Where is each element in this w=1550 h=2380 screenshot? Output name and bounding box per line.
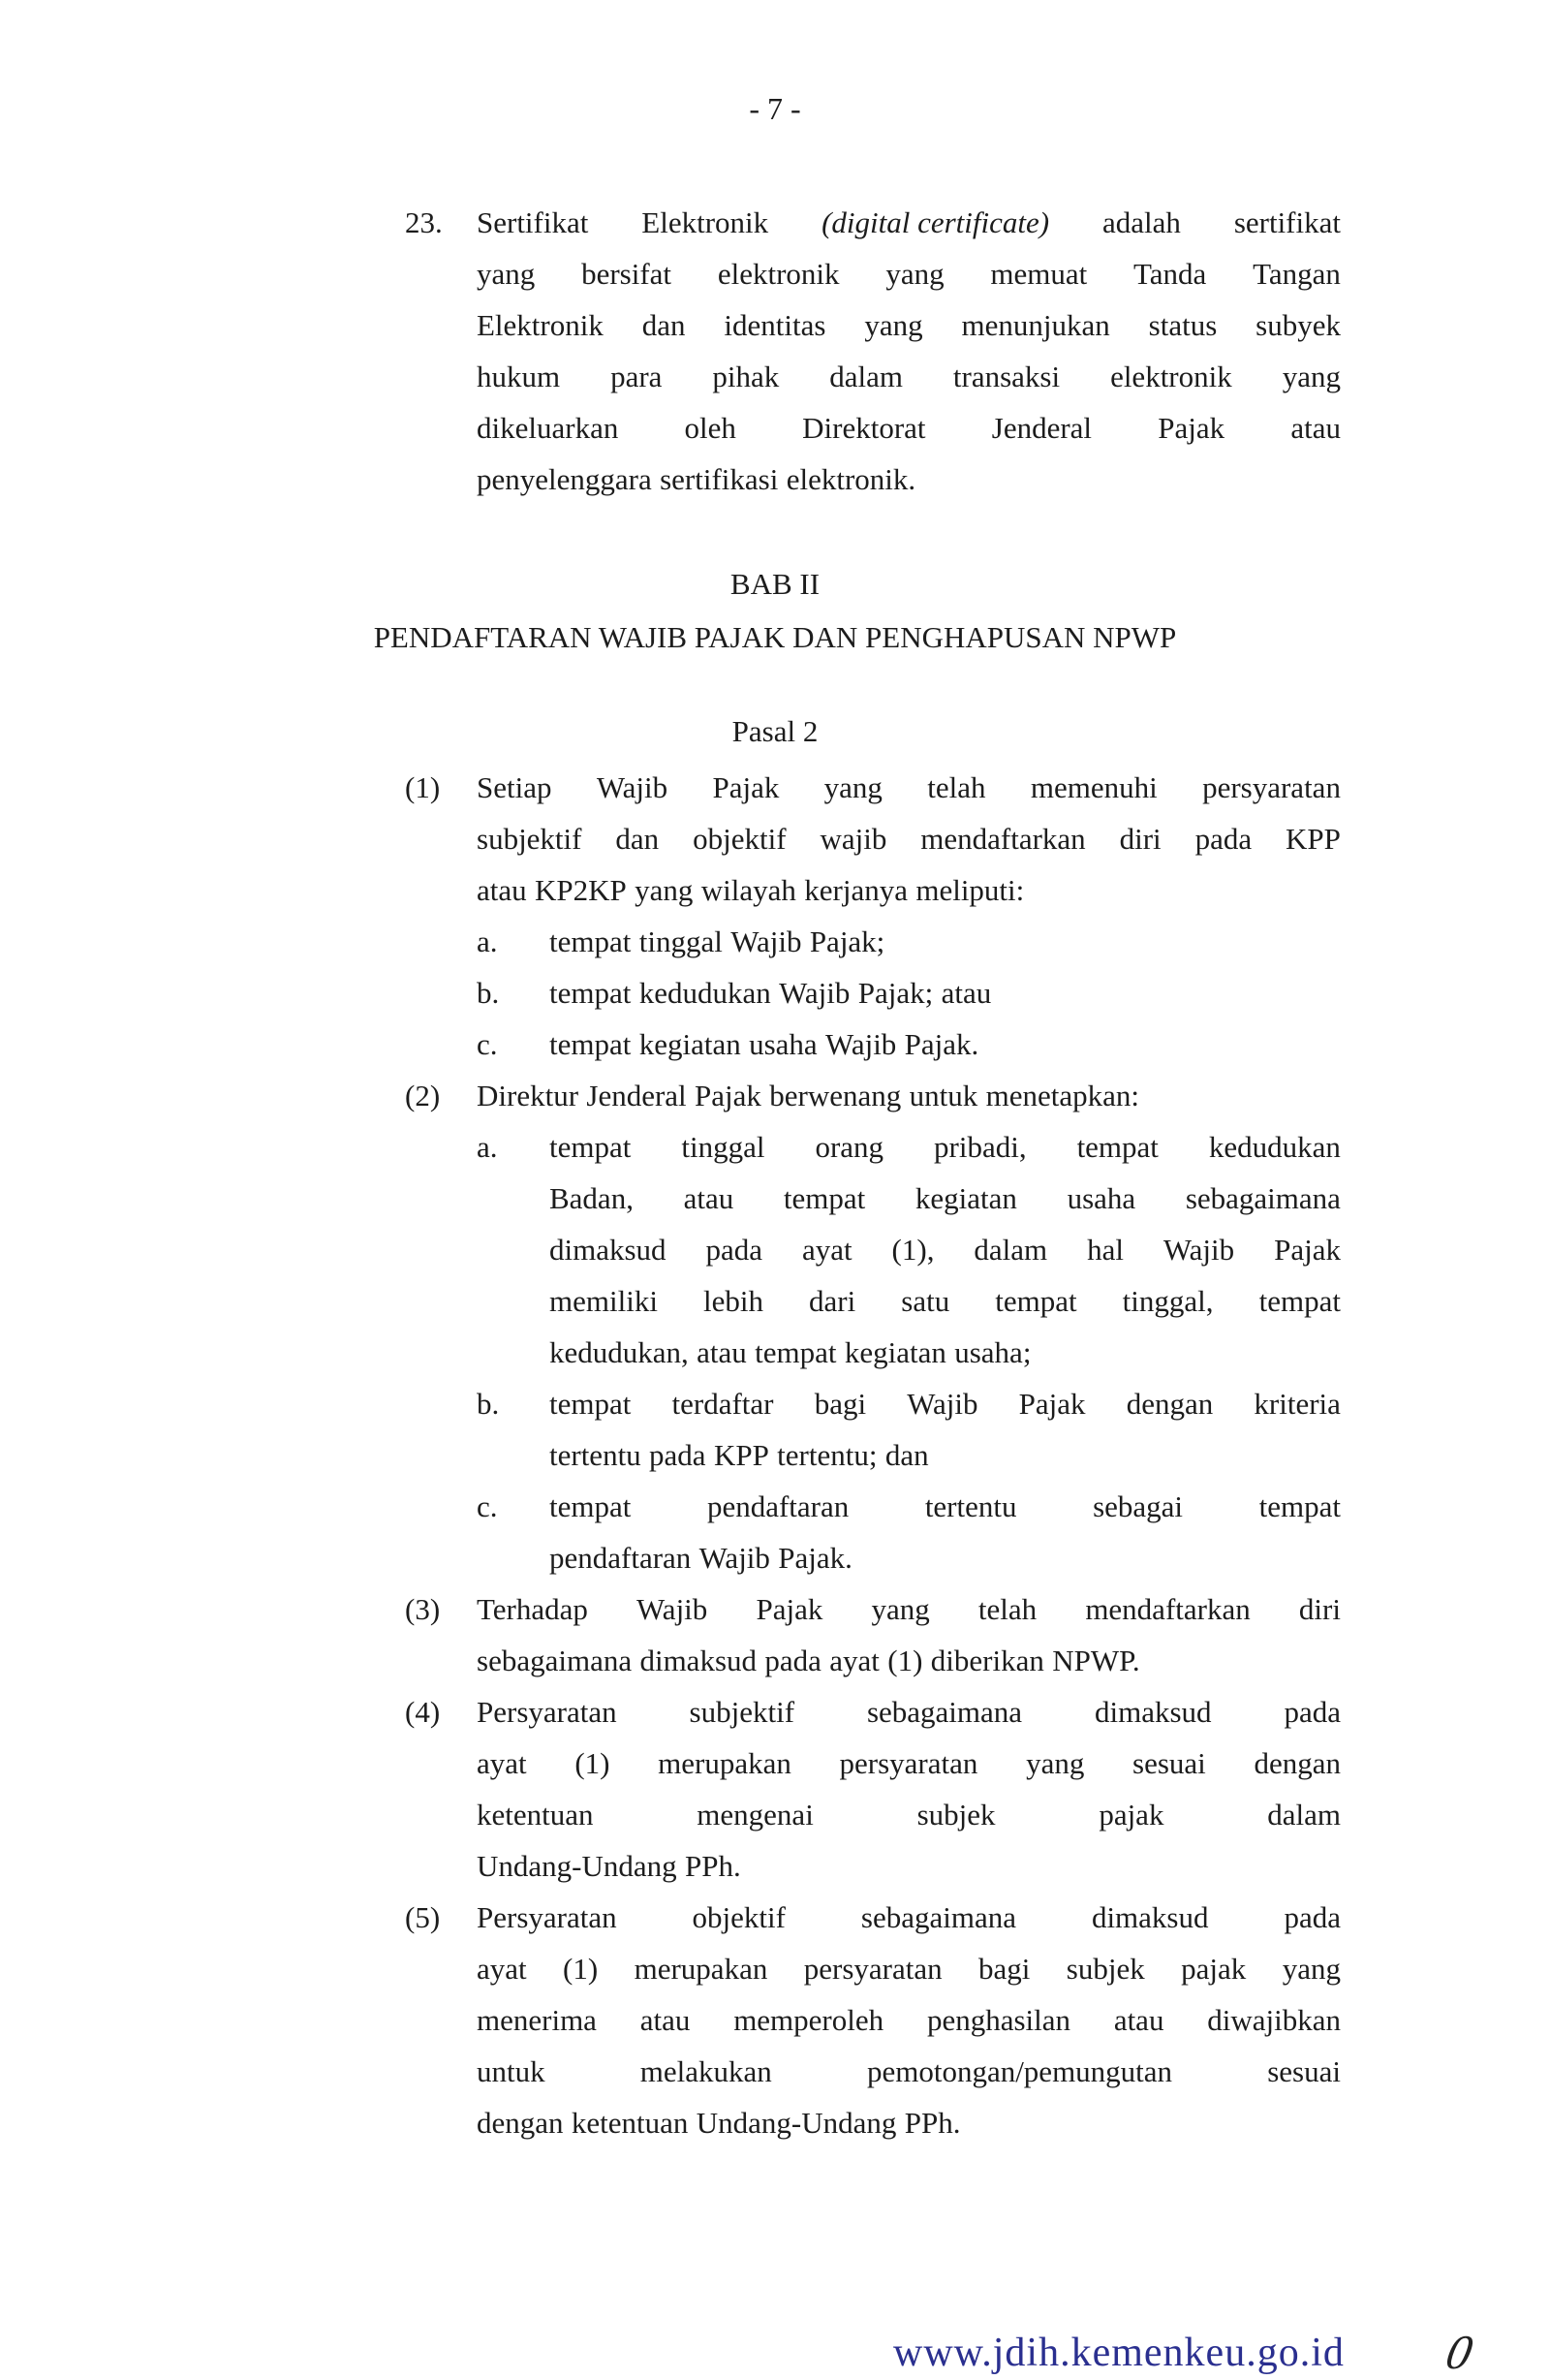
footer-url: www.jdih.kemenkeu.go.id: [893, 2331, 1345, 2375]
paragraph-number: (4): [405, 1695, 441, 1729]
word: Persyaratan: [477, 1695, 617, 1729]
paragraph-line: [477, 873, 1341, 908]
word: Wajib: [698, 1541, 770, 1575]
word: Pajak: [712, 770, 780, 804]
word: objektif: [692, 1900, 786, 1934]
word: pihak: [712, 360, 780, 393]
word: bagi: [978, 1952, 1031, 1986]
word: pendaftaran: [549, 1541, 692, 1575]
word: Pajak;: [857, 976, 934, 1010]
word: pendaftaran: [706, 1489, 850, 1523]
word: menunjukan: [961, 308, 1110, 342]
word: Wajib: [636, 1592, 708, 1626]
word: pribadi,: [934, 1130, 1027, 1164]
word: kerjanya: [804, 873, 908, 907]
page-number: - 7 -: [749, 91, 801, 126]
word: usaha: [749, 1027, 818, 1061]
word: elektronik: [1110, 360, 1232, 393]
chapter-title: PENDAFTARAN WAJIB PAJAK DAN PENGHAPUSAN NPWP: [373, 620, 1177, 654]
word: yang: [864, 308, 923, 342]
word: memperoleh: [733, 2003, 884, 2037]
word: meliputi:: [915, 873, 1025, 907]
word: dan: [615, 822, 660, 856]
word: telah: [927, 770, 986, 804]
word: dengan: [1126, 1387, 1214, 1421]
word: memuat: [990, 257, 1088, 291]
word: wilayah: [700, 873, 796, 907]
definition-line: [477, 205, 1341, 240]
word: memiliki: [549, 1284, 658, 1318]
word: yang: [871, 1592, 930, 1626]
word: diri: [1119, 822, 1162, 856]
word: untuk: [477, 2054, 545, 2088]
word: pada: [1284, 1900, 1341, 1934]
word: dimaksud: [549, 1233, 666, 1267]
word: atau: [1113, 2003, 1164, 2037]
word: yang: [635, 873, 694, 907]
word: tempat: [1258, 1284, 1341, 1318]
word: merupakan: [634, 1952, 768, 1986]
word: kedudukan: [638, 976, 771, 1010]
word: KPP: [713, 1438, 769, 1472]
word: terdaftar: [671, 1387, 774, 1421]
word: kriteria: [1254, 1387, 1341, 1421]
paragraph-number: (3): [405, 1592, 441, 1626]
word: tempat: [549, 1387, 632, 1421]
word: sebagaimana: [477, 1644, 633, 1677]
paragraph-line: [477, 770, 1341, 805]
word: PPh.: [904, 2106, 961, 2140]
word: adalah: [1102, 205, 1181, 239]
word: dimaksud: [1091, 1900, 1209, 1934]
word: Wajib: [596, 770, 668, 804]
word: (1): [574, 1746, 610, 1780]
word: Elektronik: [477, 308, 604, 342]
word: persyaratan: [803, 1952, 943, 1986]
word: ketentuan: [571, 2106, 689, 2140]
word: tempat: [783, 1181, 866, 1215]
word: mendaftarkan: [1085, 1592, 1251, 1626]
definition-line: [477, 462, 1341, 497]
word: Persyaratan: [477, 1900, 617, 1934]
word: penghasilan: [926, 2003, 1071, 2037]
word: status: [1148, 308, 1218, 342]
word: Tangan: [1253, 257, 1341, 291]
word: melakukan: [639, 2054, 772, 2088]
word: sebagaimana: [866, 1695, 1023, 1729]
list-item-line: [549, 1489, 1341, 1524]
word: subjektif: [477, 822, 582, 856]
word: pada: [649, 1438, 706, 1472]
word: Pajak: [1158, 411, 1225, 445]
article-label: Pasal 2: [731, 714, 819, 748]
list-item-letter: b.: [477, 1387, 500, 1421]
definition-line: [477, 360, 1341, 394]
paragraph-number: (1): [405, 770, 441, 804]
word: dan: [884, 1438, 929, 1472]
word: tempat: [995, 1284, 1077, 1318]
word: diri: [1298, 1592, 1341, 1626]
word: sebagaimana: [860, 1900, 1016, 1934]
word: atau: [683, 1181, 734, 1215]
word: elektronik.: [786, 462, 916, 496]
paragraph-line: [477, 1746, 1341, 1781]
word: kegiatan: [638, 1027, 741, 1061]
word: lebih: [702, 1284, 763, 1318]
word: Undang-Undang: [477, 1849, 677, 1883]
word: (1),: [891, 1233, 935, 1267]
definition-number: 23.: [405, 205, 443, 239]
definition-line: [477, 411, 1341, 446]
word: tertentu: [924, 1489, 1017, 1523]
word: Wajib: [730, 924, 802, 958]
word: kedudukan: [1208, 1130, 1341, 1164]
word: subjektif: [689, 1695, 795, 1729]
word: pada: [1194, 822, 1253, 856]
list-item-line: [549, 1335, 1341, 1370]
word: kegiatan: [914, 1181, 1017, 1215]
word: kedudukan,: [549, 1335, 689, 1369]
word: berwenang: [769, 1079, 902, 1112]
word: bagi: [814, 1387, 867, 1421]
word: persyaratan: [839, 1746, 978, 1780]
word: Wajib: [1162, 1233, 1235, 1267]
list-item-line: [549, 1284, 1341, 1319]
list-item-line: [549, 1387, 1341, 1422]
word: penyelenggara: [477, 462, 652, 496]
word: subjek: [1066, 1952, 1145, 1986]
list-item-line: [549, 1541, 1341, 1576]
word: yang: [1282, 360, 1341, 393]
word: atau: [477, 873, 527, 907]
word: dalam: [829, 360, 903, 393]
paragraph-line: [477, 1900, 1341, 1935]
word: ayat: [477, 1746, 527, 1780]
word: Direktorat: [802, 411, 926, 445]
list-item-letter: b.: [477, 976, 500, 1010]
word: sesuai: [1267, 2054, 1341, 2088]
word: Pajak.: [778, 1541, 852, 1575]
paragraph-line: [477, 1952, 1341, 1987]
list-item-line: [549, 924, 1341, 959]
word: pada: [1284, 1695, 1341, 1729]
word: atau: [1290, 411, 1341, 445]
word: tempat: [549, 1489, 632, 1523]
word: pajak: [1099, 1798, 1164, 1832]
word: yang: [477, 257, 536, 291]
word: elektronik: [717, 257, 840, 291]
word: tempat: [549, 976, 632, 1010]
word: kegiatan: [844, 1335, 946, 1369]
word: objektif: [693, 822, 787, 856]
word: memenuhi: [1030, 770, 1158, 804]
word: dalam: [1267, 1798, 1341, 1832]
word: Direktur: [477, 1079, 579, 1112]
word: dikeluarkan: [477, 411, 619, 445]
word: Pajak: [1274, 1233, 1341, 1267]
word: persyaratan: [1202, 770, 1341, 804]
list-item-letter: a.: [477, 924, 498, 958]
word: subyek: [1256, 308, 1341, 342]
word: dari: [809, 1284, 856, 1318]
word: Pajak: [1018, 1387, 1086, 1421]
word: Tanda: [1133, 257, 1207, 291]
paragraph-line: [477, 1592, 1341, 1627]
word: dimaksud: [639, 1644, 758, 1677]
word: usaha: [1067, 1181, 1136, 1215]
list-item-line: [549, 1027, 1341, 1062]
word: Sertifikat: [477, 205, 589, 239]
word: transaksi: [952, 360, 1061, 393]
word: (1): [887, 1644, 923, 1677]
word: Terhadap: [477, 1592, 588, 1626]
word: dengan: [477, 2106, 564, 2140]
word: ayat: [801, 1233, 852, 1267]
word: tempat: [1076, 1130, 1159, 1164]
list-item-letter: c.: [477, 1027, 498, 1061]
word: diberikan: [930, 1644, 1044, 1677]
word: Badan,: [549, 1181, 634, 1215]
paragraph-line: [477, 822, 1341, 857]
word: tertentu;: [777, 1438, 878, 1472]
word: menetapkan:: [985, 1079, 1139, 1112]
paragraph-line: [477, 2054, 1341, 2089]
word: satu: [901, 1284, 950, 1318]
list-item-line: [549, 976, 1341, 1011]
word: dalam: [974, 1233, 1048, 1267]
word: untuk: [909, 1079, 978, 1112]
word: telah: [977, 1592, 1038, 1626]
list-item-line: [549, 1181, 1341, 1216]
paragraph-line: [477, 1079, 1341, 1113]
word: atau: [639, 2003, 691, 2037]
word: Jenderal: [991, 411, 1093, 445]
word: pada: [705, 1233, 763, 1267]
paragraph-number: (5): [405, 1900, 441, 1934]
word: tempat: [549, 924, 632, 958]
list-item-letter: c.: [477, 1489, 498, 1523]
word: menerima: [477, 2003, 597, 2037]
word: ketentuan: [477, 1798, 594, 1832]
word: Pajak;: [809, 924, 885, 958]
signature-mark: 0: [1442, 2325, 1477, 2379]
list-item-letter: a.: [477, 1130, 498, 1164]
paragraph-number: (2): [405, 1079, 441, 1112]
word: Wajib: [779, 976, 851, 1010]
definition-line: [477, 308, 1341, 343]
word: Jenderal: [586, 1079, 687, 1112]
word: mengenai: [697, 1798, 814, 1832]
paragraph-line: [477, 1798, 1341, 1832]
word: yang: [1026, 1746, 1085, 1780]
word: Setiap: [477, 770, 552, 804]
word: wajib: [820, 822, 887, 856]
paragraph-line: [477, 1849, 1341, 1884]
word: tempat: [755, 1335, 837, 1369]
word: tinggal: [638, 924, 723, 958]
word: yang: [1282, 1952, 1341, 1986]
paragraph-line: [477, 1695, 1341, 1730]
chapter-label: BAB II: [729, 567, 821, 601]
word: sertifikasi: [660, 462, 779, 496]
word: atau: [941, 976, 992, 1010]
word: Pajak.: [904, 1027, 979, 1061]
word: PPh.: [684, 1849, 741, 1883]
word: yang: [885, 257, 945, 291]
word: Pajak: [756, 1592, 823, 1626]
word: identitas: [724, 308, 826, 342]
word: tertentu: [549, 1438, 641, 1472]
paragraph-line: [477, 1644, 1341, 1678]
word: sertifikat: [1233, 205, 1341, 239]
list-item-line: [549, 1233, 1341, 1268]
word: (digital certificate): [822, 205, 1050, 239]
list-item-line: [549, 1130, 1341, 1165]
word: tinggal: [681, 1130, 765, 1164]
word: oleh: [684, 411, 736, 445]
word: merupakan: [658, 1746, 791, 1780]
word: dimaksud: [1094, 1695, 1212, 1729]
word: usaha;: [954, 1335, 1032, 1369]
word: mendaftarkan: [920, 822, 1086, 856]
word: pada: [764, 1644, 822, 1677]
word: hal: [1087, 1233, 1124, 1267]
word: diwajibkan: [1207, 2003, 1341, 2037]
word: tempat: [549, 1130, 632, 1164]
word: Wajib: [907, 1387, 978, 1421]
word: (1): [563, 1952, 599, 1986]
word: tinggal,: [1122, 1284, 1214, 1318]
word: tempat: [1258, 1489, 1341, 1523]
word: Pajak: [695, 1079, 761, 1112]
word: para: [610, 360, 663, 393]
word: yang: [823, 770, 883, 804]
word: KPP: [1286, 822, 1341, 856]
word: orang: [815, 1130, 884, 1164]
word: ayat: [477, 1952, 527, 1986]
word: subjek: [916, 1798, 996, 1832]
paragraph-line: [477, 2003, 1341, 2038]
word: KP2KP: [535, 873, 627, 907]
word: sebagaimana: [1185, 1181, 1341, 1215]
word: dan: [641, 308, 686, 342]
word: tempat: [549, 1027, 632, 1061]
definition-line: [477, 257, 1341, 292]
word: Elektronik: [641, 205, 769, 239]
word: atau: [697, 1335, 747, 1369]
list-item-line: [549, 1438, 1341, 1473]
word: dengan: [1254, 1746, 1341, 1780]
word: ayat: [829, 1644, 880, 1677]
word: sebagai: [1093, 1489, 1184, 1523]
word: pajak: [1181, 1952, 1247, 1986]
word: hukum: [477, 360, 561, 393]
word: bersifat: [581, 257, 672, 291]
word: Undang-Undang: [696, 2106, 897, 2140]
word: sesuai: [1132, 1746, 1206, 1780]
paragraph-line: [477, 2106, 1341, 2141]
word: Wajib: [825, 1027, 897, 1061]
word: pemotongan/pemungutan: [866, 2054, 1173, 2088]
word: NPWP.: [1052, 1644, 1140, 1677]
